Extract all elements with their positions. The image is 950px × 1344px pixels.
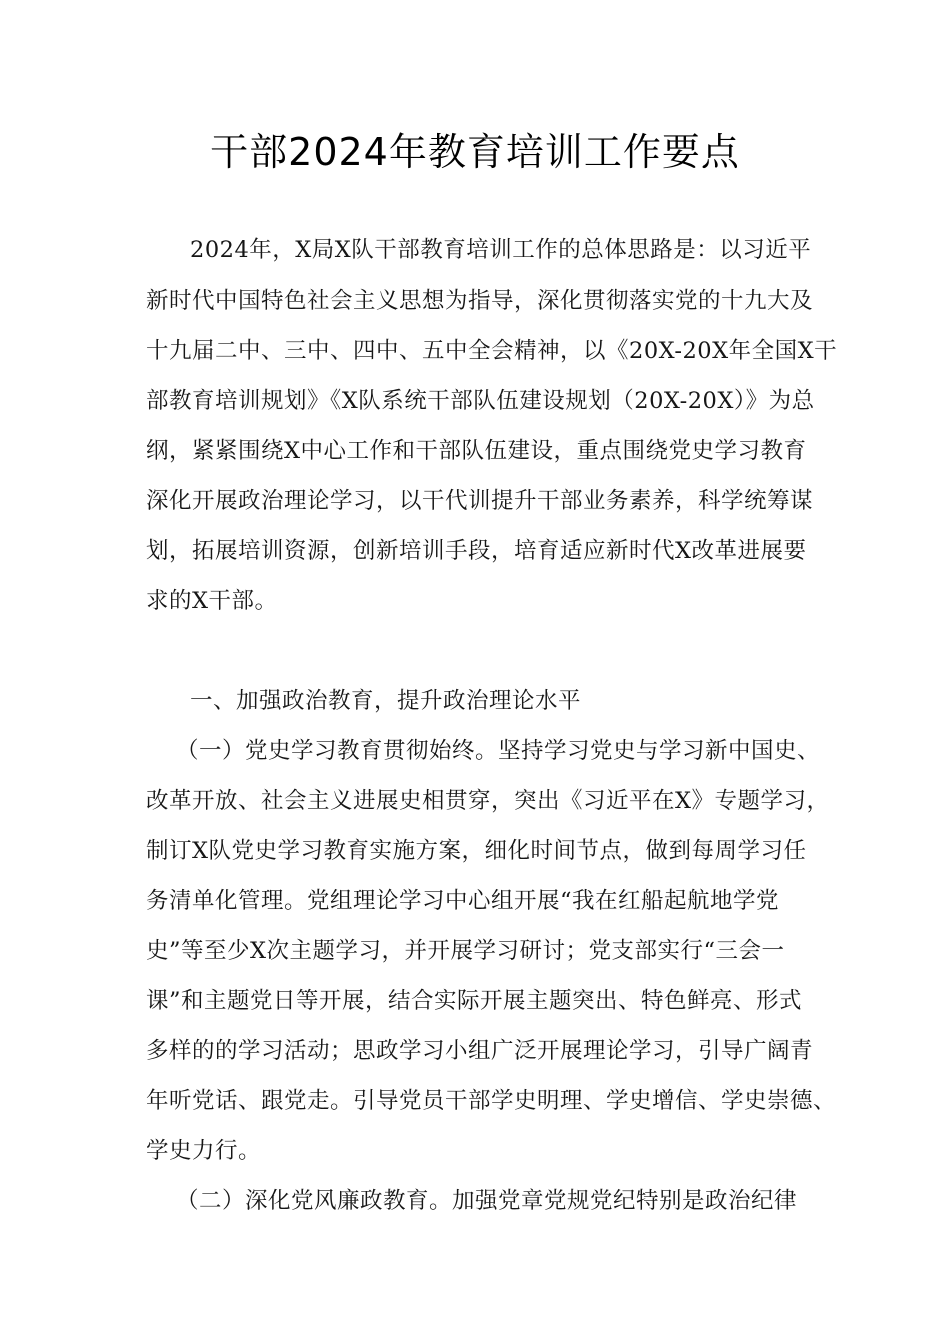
item1-line: 史”等至少X次主题学习，并开展学习研讨；党支部实行“三会一 xyxy=(146,938,785,964)
item1-line: 学史力行。 xyxy=(146,1138,262,1164)
intro-line: 纲，紧紧围绕X中心工作和干部队伍建设，重点围绕党史学习教育 xyxy=(146,438,807,464)
intro-line: 划，拓展培训资源，创新培训手段，培育适应新时代X改革进展要 xyxy=(146,538,807,564)
page-title: 干部2024年教育培训工作要点 xyxy=(210,130,740,174)
intro-line: 深化开展政治理论学习，以干代训提升干部业务素养，科学统筹谋 xyxy=(146,488,814,514)
item1-line: （一）党史学习教育贯彻始终。坚持学习党史与学习新中国史、 xyxy=(176,738,821,764)
item1-line: 改革开放、社会主义进展史相贯穿，突出《习近平在X》专题学习， xyxy=(146,788,830,814)
item1-line: 制订X队党史学习教育实施方案，细化时间节点，做到每周学习任 xyxy=(146,838,807,864)
intro-line: 新时代中国特色社会主义思想为指导，深化贯彻落实党的十九大及 xyxy=(146,288,814,314)
item1-line: 多样的的学习活动；思政学习小组广泛开展理论学习，引导广阔青 xyxy=(146,1038,814,1064)
intro-line: 求的X干部。 xyxy=(146,588,278,614)
item1-line: 年听党话、跟党走。引导党员干部学史明理、学史增信、学史崇德、 xyxy=(146,1088,837,1114)
intro-line: 部教育培训规划》《X队系统干部队伍建设规划（20X-20X）》为总 xyxy=(146,388,815,414)
item1-line: 务清单化管理。党组理论学习中心组开展“我在红船起航地学党 xyxy=(146,888,780,914)
item2-line: （二）深化党风廉政教育。加强党章党规党纪特别是政治纪律 xyxy=(176,1188,798,1214)
item1-line: 课”和主题党日等开展，结合实际开展主题突出、特色鲜亮、形式 xyxy=(146,988,803,1014)
section-heading: 一、加强政治教育，提升政治理论水平 xyxy=(190,688,582,714)
intro-line: 十九届二中、三中、四中、五中全会精神，以《20X-20X年全国X干 xyxy=(146,338,838,364)
intro-line: 2024年，X局X队干部教育培训工作的总体思路是：以习近平 xyxy=(190,237,812,263)
